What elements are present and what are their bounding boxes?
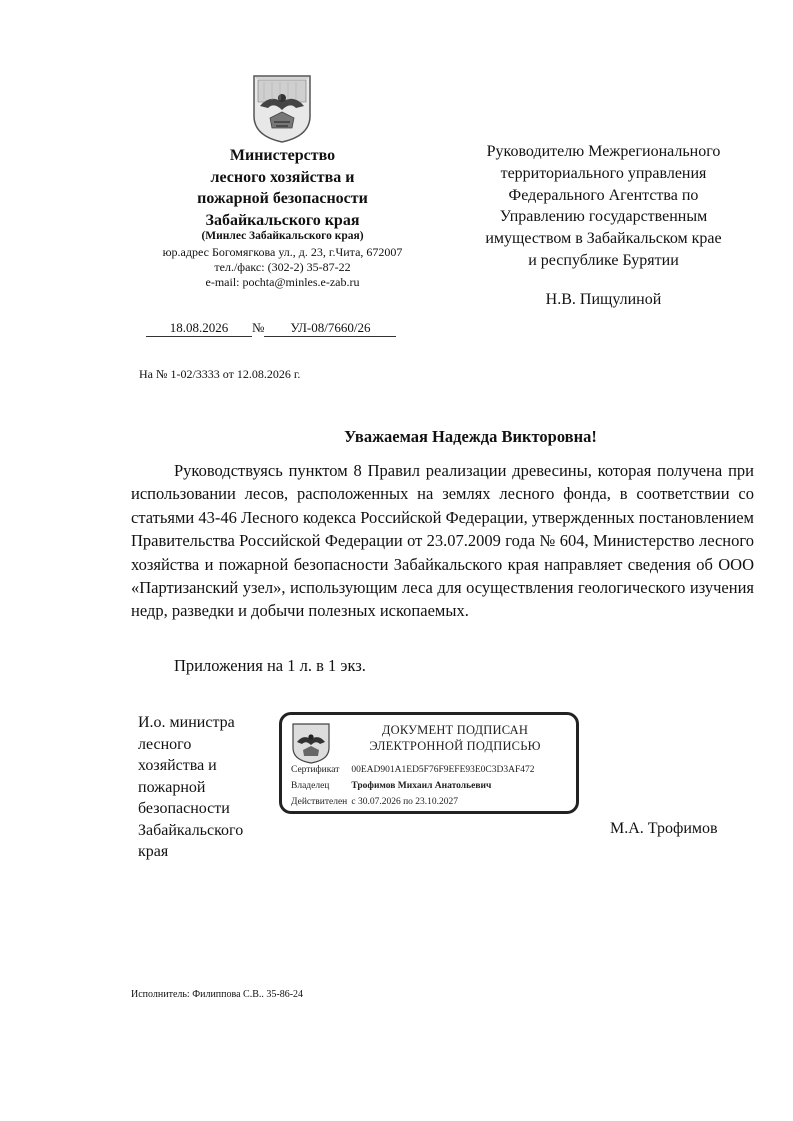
stamp-owner-row: [291, 781, 491, 791]
org-address: юр.адрес Богомягкова ул., д. 23, г.Чита, 672007: [162, 245, 403, 259]
addressee-line: Руководителю Межрегионального: [486, 143, 721, 160]
stamp-valid-value: с 30.07.2026 по 23.10.2027: [351, 797, 459, 807]
stamp-valid-row: [291, 797, 458, 807]
executor-line: Исполнитель: Филиппова С.В.. 35-86-24: [131, 989, 304, 1000]
registration-date: 18.08.2026: [146, 320, 252, 337]
organization-title: [130, 145, 435, 231]
reference-line: На № 1-02/3333 от 12.08.2026 г.: [139, 367, 301, 381]
org-title-line: Министерство: [229, 147, 336, 164]
stamp-valid-label: Действителен: [291, 797, 348, 807]
stamp-owner-label: Владелец: [291, 781, 330, 791]
stamp-emblem-icon: [291, 722, 331, 764]
signer-position-line: И.о. министра: [138, 714, 235, 731]
stamp-cert-row: [291, 765, 535, 775]
letter-greeting: Уважаемая Надежда Викторовна!: [344, 427, 597, 446]
attachment-note: Приложения на 1 л. в 1 экз.: [174, 656, 366, 675]
org-short-name: (Минлес Забайкальского края): [201, 230, 364, 242]
addressee-line: имуществом в Забайкальском крае: [485, 230, 722, 248]
org-title-line: пожарной безопасности: [197, 190, 368, 207]
signer-position-line: пожарной: [138, 778, 206, 796]
stamp-owner-value: Трофимов Михаил Анатольевич: [351, 781, 492, 791]
addressee-line: и республике Бурятии: [528, 251, 679, 269]
signer-position-line: края: [138, 843, 169, 860]
signer-position-line: Забайкальского: [138, 821, 244, 839]
org-email: e-mail: pochta@minles.e-zab.ru: [205, 275, 360, 289]
stamp-title-line: ЭЛЕКТРОННОЙ ПОДПИСЬЮ: [369, 739, 541, 753]
stamp-cert-value: 00EAD901A1ED5F76F9EFE93E0C3D3AF472: [351, 765, 535, 775]
addressee-line: Федерального Агентства по: [508, 186, 699, 204]
addressee-line: территориального управления: [500, 164, 707, 182]
stamp-title-line: ДОКУМЕНТ ПОДПИСАН: [381, 723, 529, 737]
coat-of-arms-emblem: [250, 72, 314, 144]
signer-position-line: лесного: [138, 735, 192, 753]
registration-number: УЛ-08/7660/26: [264, 320, 396, 337]
addressee-name: Н.В. Пищулиной: [545, 291, 662, 308]
registration-line: [146, 320, 396, 337]
signer-position-line: безопасности: [138, 800, 230, 817]
org-title-line: лесного хозяйства и: [210, 168, 355, 186]
stamp-cert-label: Сертификат: [291, 765, 340, 775]
electronic-signature-stamp: [279, 712, 579, 814]
org-contacts: [130, 245, 435, 290]
signer-position-line: хозяйства и: [138, 757, 217, 774]
addressee-line: Управлению государственным: [499, 208, 708, 226]
signer-name: М.А. Трофимов: [610, 820, 718, 837]
addressee-block: [455, 141, 752, 272]
stamp-title: [342, 722, 568, 754]
org-phone: тел./факс: (302-2) 35-87-22: [214, 260, 351, 274]
org-title-line: Забайкальского края: [205, 211, 360, 229]
number-sign: №: [252, 320, 265, 335]
letter-body: Руководствуясь пунктом 8 Правил реализации древесины, которая получена при использовании лесов, расположенных на землях лесного фонда, в соответствии со статьями 43-46 Лесного кодекса Российской Федерации, утвержденных постановлением Правительства Российской Федерации от 23.07.2009 года № 604, Министерство лесного хозяйства и пожарной безопасности Забайкальского края направляет сведения об ООО «Партизанский узел», использующим леса для осуществления геологического изучения недр, разведки и добычи полезных ископаемых.: [131, 461, 754, 621]
signer-position: [138, 712, 278, 863]
